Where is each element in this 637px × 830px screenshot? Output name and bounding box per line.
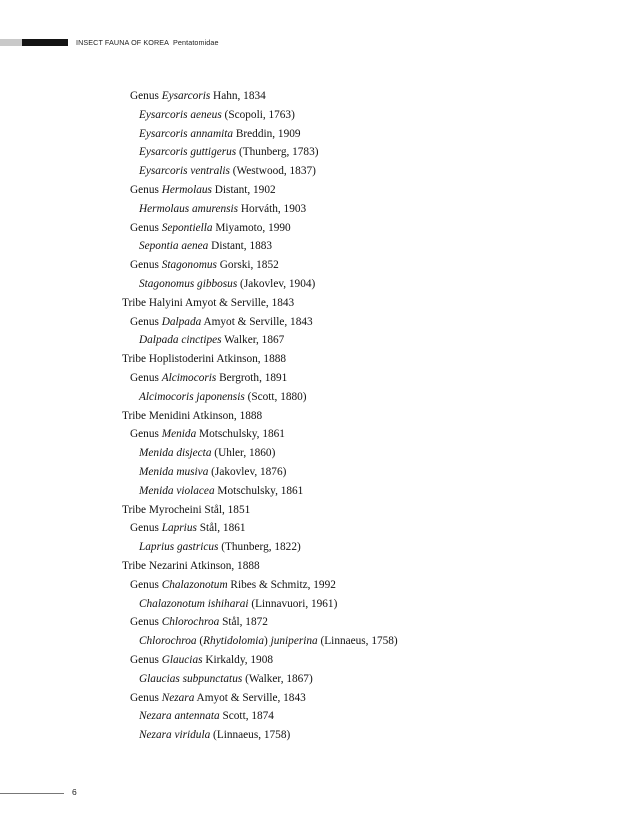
taxon-authority: Breddin, 1909 bbox=[233, 127, 301, 140]
rank-label: Genus bbox=[130, 183, 162, 196]
taxon-authority: Distant, 1902 bbox=[211, 183, 276, 196]
genus-entry bbox=[0, 519, 637, 538]
taxon-authority: (Uhler, 1860) bbox=[211, 447, 276, 460]
species-name: Menida violacea bbox=[139, 484, 215, 497]
species-name: Chlorochroa bbox=[139, 635, 197, 648]
genus-entry bbox=[0, 219, 637, 238]
genus-entry bbox=[0, 256, 637, 275]
tribe-name: Tribe Halyini Amyot & Serville, 1843 bbox=[122, 296, 295, 309]
genus-name: Eysarcoris bbox=[161, 90, 211, 102]
species-entry bbox=[0, 707, 637, 726]
species-entry bbox=[0, 275, 637, 294]
species-entry bbox=[0, 237, 637, 256]
species-entry bbox=[0, 538, 637, 557]
taxon-authority: Walker, 1867 bbox=[221, 334, 285, 347]
genus-entry bbox=[0, 87, 637, 106]
taxon-authority: (Scopoli, 1763) bbox=[221, 108, 295, 121]
header-bar-dark-segment bbox=[22, 39, 68, 46]
running-header bbox=[76, 38, 219, 47]
species-name: Eysarcoris guttigerus bbox=[139, 146, 237, 159]
species-name: Sepontia aenea bbox=[139, 240, 209, 253]
rank-label: Genus bbox=[130, 371, 162, 384]
taxon-authority: (Thunberg, 1822) bbox=[218, 541, 301, 554]
genus-name: Menida bbox=[161, 428, 197, 441]
species-name: Eysarcoris annamita bbox=[139, 127, 234, 140]
page-number: 6 bbox=[72, 787, 77, 797]
species-name: Laprius gastricus bbox=[139, 541, 219, 554]
taxon-authority: Horváth, 1903 bbox=[238, 202, 307, 215]
genus-entry bbox=[0, 181, 637, 200]
species-entry bbox=[0, 106, 637, 125]
genus-entry bbox=[0, 613, 637, 632]
tribe-name: Tribe Myrocheini Stål, 1851 bbox=[122, 503, 251, 516]
taxon-authority: Bergroth, 1891 bbox=[216, 371, 288, 384]
tribe-entry bbox=[0, 294, 637, 313]
taxon-authority: Stål, 1872 bbox=[219, 616, 268, 629]
genus-entry bbox=[0, 425, 637, 444]
genus-entry bbox=[0, 576, 637, 595]
species-entry bbox=[0, 482, 637, 501]
genus-name: Chalazonotum bbox=[161, 578, 228, 591]
species-epithet: juniperina bbox=[270, 635, 318, 648]
tribe-entry bbox=[0, 350, 637, 369]
running-header-family: Pentatomidae bbox=[173, 38, 219, 47]
genus-entry bbox=[0, 651, 637, 670]
genus-name: Stagonomus bbox=[161, 259, 217, 272]
species-entry bbox=[0, 595, 637, 614]
genus-name: Hermolaus bbox=[161, 183, 212, 196]
taxon-authority: (Jakovlev, 1904) bbox=[237, 277, 316, 290]
rank-label: Genus bbox=[130, 691, 162, 704]
rank-label: Genus bbox=[130, 653, 162, 666]
species-name: Chalazonotum ishiharai bbox=[139, 597, 249, 610]
tribe-name: Tribe Hoplistoderini Atkinson, 1888 bbox=[122, 353, 287, 366]
species-name: Nezara viridula bbox=[139, 729, 211, 742]
running-header-series: INSECT FAUNA OF KOREA bbox=[76, 38, 170, 47]
genus-name: Sepontiella bbox=[161, 221, 213, 234]
taxon-authority: (Scott, 1880) bbox=[244, 390, 307, 403]
taxon-authority: Motschulsky, 1861 bbox=[214, 484, 304, 497]
subgenus-open-paren: ( bbox=[196, 635, 204, 648]
rank-label: Genus bbox=[130, 315, 162, 328]
taxon-checklist bbox=[0, 87, 637, 745]
taxon-authority: Kirkaldy, 1908 bbox=[202, 653, 273, 666]
taxon-authority: Gorski, 1852 bbox=[216, 259, 279, 272]
species-name: Hermolaus amurensis bbox=[139, 202, 239, 215]
tribe-entry bbox=[0, 501, 637, 520]
taxon-authority: (Walker, 1867) bbox=[242, 672, 313, 685]
tribe-entry bbox=[0, 407, 637, 426]
header-color-bar bbox=[0, 39, 68, 46]
rank-label: Genus bbox=[130, 221, 162, 234]
rank-label: Genus bbox=[130, 522, 162, 535]
tribe-entry bbox=[0, 557, 637, 576]
species-name: Stagonomus gibbosus bbox=[139, 277, 238, 290]
rank-label: Genus bbox=[130, 90, 162, 102]
genus-name: Nezara bbox=[161, 691, 195, 704]
taxon-authority: (Linnaeus, 1758) bbox=[317, 635, 398, 648]
rank-label: Genus bbox=[130, 616, 162, 629]
species-name: Dalpada cinctipes bbox=[139, 334, 222, 347]
species-name: Menida disjecta bbox=[139, 447, 212, 460]
taxon-authority: (Linnavuori, 1961) bbox=[248, 597, 338, 610]
rank-label: Genus bbox=[130, 428, 162, 441]
rank-label: Genus bbox=[130, 578, 162, 591]
genus-name: Chlorochroa bbox=[161, 616, 220, 629]
species-name: Glaucias subpunctatus bbox=[139, 672, 243, 685]
tribe-name: Tribe Menidini Atkinson, 1888 bbox=[122, 409, 263, 422]
species-name: Menida musiva bbox=[139, 465, 209, 478]
species-name: Eysarcoris ventralis bbox=[139, 165, 230, 178]
taxon-authority: (Jakovlev, 1876) bbox=[208, 465, 287, 478]
species-entry bbox=[0, 444, 637, 463]
species-entry bbox=[0, 200, 637, 219]
taxon-authority: Ribes & Schmitz, 1992 bbox=[227, 578, 336, 591]
species-entry bbox=[0, 143, 637, 162]
species-entry bbox=[0, 463, 637, 482]
taxon-authority: Stål, 1861 bbox=[196, 522, 246, 535]
species-name: Alcimocoris japonensis bbox=[139, 390, 245, 403]
rank-label: Genus bbox=[130, 259, 162, 272]
genus-entry bbox=[0, 689, 637, 708]
species-name: Nezara antennata bbox=[139, 710, 220, 723]
genus-name: Dalpada bbox=[161, 315, 202, 328]
genus-name: Alcimocoris bbox=[161, 371, 217, 384]
taxon-authority: (Westwood, 1837) bbox=[229, 165, 316, 178]
species-entry bbox=[0, 162, 637, 181]
header-bar-light-segment bbox=[0, 39, 22, 46]
taxon-authority: Hahn, 1834 bbox=[210, 90, 266, 102]
species-name: Eysarcoris aeneus bbox=[139, 108, 222, 121]
footer-rule bbox=[0, 793, 64, 794]
species-entry bbox=[0, 125, 637, 144]
subgenus-name: Rhytidolomia bbox=[203, 635, 265, 648]
taxon-authority: Motschulsky, 1861 bbox=[196, 428, 285, 441]
species-entry bbox=[0, 632, 637, 651]
genus-entry bbox=[0, 313, 637, 332]
species-entry bbox=[0, 388, 637, 407]
subgenus-close-paren: ) bbox=[264, 635, 271, 648]
taxon-authority: (Thunberg, 1783) bbox=[236, 146, 319, 159]
taxon-authority: Distant, 1883 bbox=[208, 240, 273, 253]
tribe-name: Tribe Nezarini Atkinson, 1888 bbox=[122, 559, 260, 572]
genus-name: Laprius bbox=[161, 522, 197, 535]
taxon-authority: Miyamoto, 1990 bbox=[212, 221, 291, 234]
taxon-authority: Amyot & Serville, 1843 bbox=[194, 691, 306, 704]
species-entry bbox=[0, 331, 637, 350]
taxon-authority: (Linnaeus, 1758) bbox=[210, 729, 291, 742]
taxon-authority: Amyot & Serville, 1843 bbox=[201, 315, 313, 328]
genus-name: Glaucias bbox=[161, 653, 203, 666]
taxon-authority: Scott, 1874 bbox=[219, 710, 274, 723]
species-entry bbox=[0, 726, 637, 745]
genus-entry bbox=[0, 369, 637, 388]
species-entry bbox=[0, 670, 637, 689]
